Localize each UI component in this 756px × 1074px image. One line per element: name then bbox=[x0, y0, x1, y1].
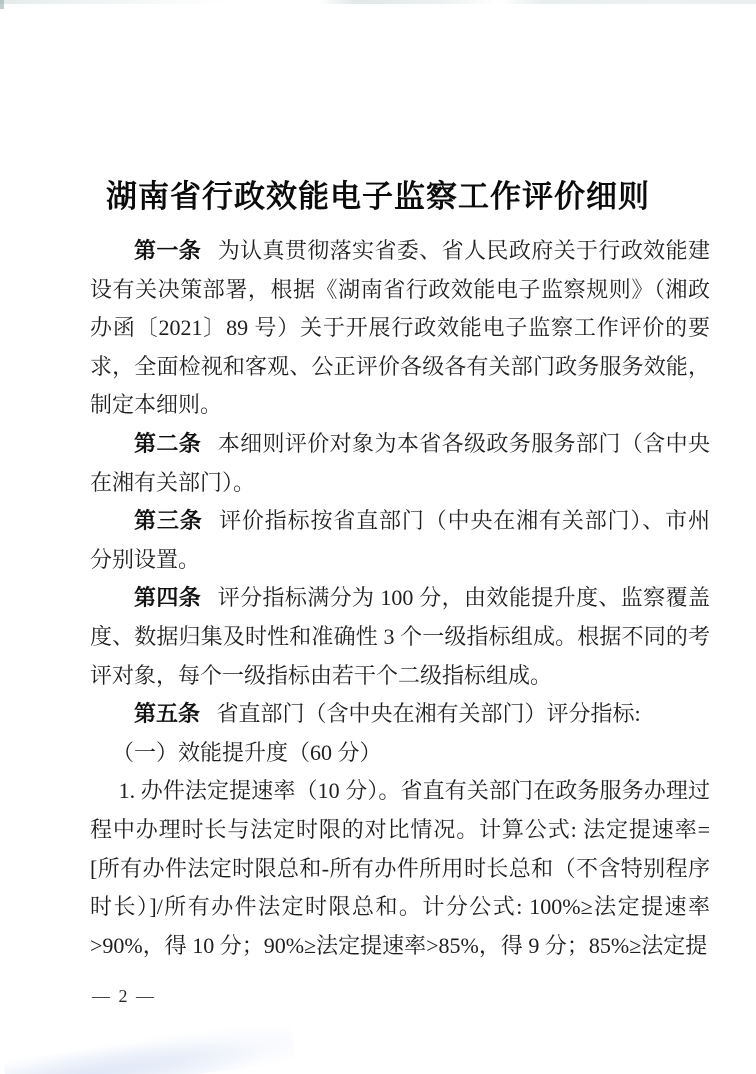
subitem-2-text: 1. 办件法定提速率（10 分）。省直有关部门在政务服务办理过程中办理时长与法定时限的对比情况。计算公式: 法定提速率=[所有办件法定时限总和-所有办件所用时长总和（不含特别程序时长）]/所有办件法定时限总和。计分公式: 100%≥法定提速率>90%，得 10 分；90%≥法定提速率>85%，得 9 分；85%≥法定提 bbox=[90, 778, 710, 958]
article-3-label: 第三条 bbox=[134, 508, 203, 534]
article-2-label: 第二条 bbox=[134, 430, 202, 456]
article-4-text: 评分指标满分为 100 分，由效能提升度、监察覆盖度、数据归集及时性和准确性 3 个一级指标组成。根据不同的考评对象，每个一级指标由若干个二级指标组成。 bbox=[90, 585, 710, 688]
article-4-label: 第四条 bbox=[134, 585, 202, 611]
scan-artifact-corner-mark bbox=[0, 0, 4, 9]
page-number: — 2 — bbox=[92, 986, 156, 1006]
article-3-text: 评价指标按省直部门（中央在湘有关部门）、市州分别设置。 bbox=[90, 508, 710, 572]
subitem-1-text: （一）效能提升度（60 分） bbox=[112, 739, 382, 765]
paragraph-subitem-2 bbox=[90, 772, 710, 965]
paragraph-article-4 bbox=[90, 579, 710, 695]
scan-artifact-bottom-smudge bbox=[2, 1018, 295, 1074]
paragraph-subitem-1 bbox=[90, 734, 710, 773]
article-1-label: 第一条 bbox=[134, 238, 202, 263]
paragraph-article-5 bbox=[90, 695, 710, 734]
article-5-label: 第五条 bbox=[134, 701, 201, 727]
paragraph-article-3 bbox=[90, 502, 710, 579]
article-1-text: 为认真贯彻落实省委、省人民政府关于行政效能建设有关决策部署，根据《湖南省行政效能电子监察规则》（湘政办函〔2021〕89 号）关于开展行政效能电子监察工作评价的要求，全面检视和客观、公正评价各级各有关部门政务服务效能，制定本细则。 bbox=[90, 238, 710, 418]
article-2-text: 本细则评价对象为本省各级政务服务部门（含中央在湘有关部门）。 bbox=[90, 430, 710, 495]
paragraph-article-2 bbox=[90, 425, 710, 502]
scan-artifact-top-band bbox=[0, 0, 756, 4]
document-title: 湖南省行政效能电子监察工作评价细则 bbox=[106, 178, 650, 214]
article-5-text: 省直部门（含中央在湘有关部门）评分指标: bbox=[216, 701, 641, 727]
document-body bbox=[90, 232, 710, 965]
paragraph-article-1 bbox=[90, 232, 710, 425]
